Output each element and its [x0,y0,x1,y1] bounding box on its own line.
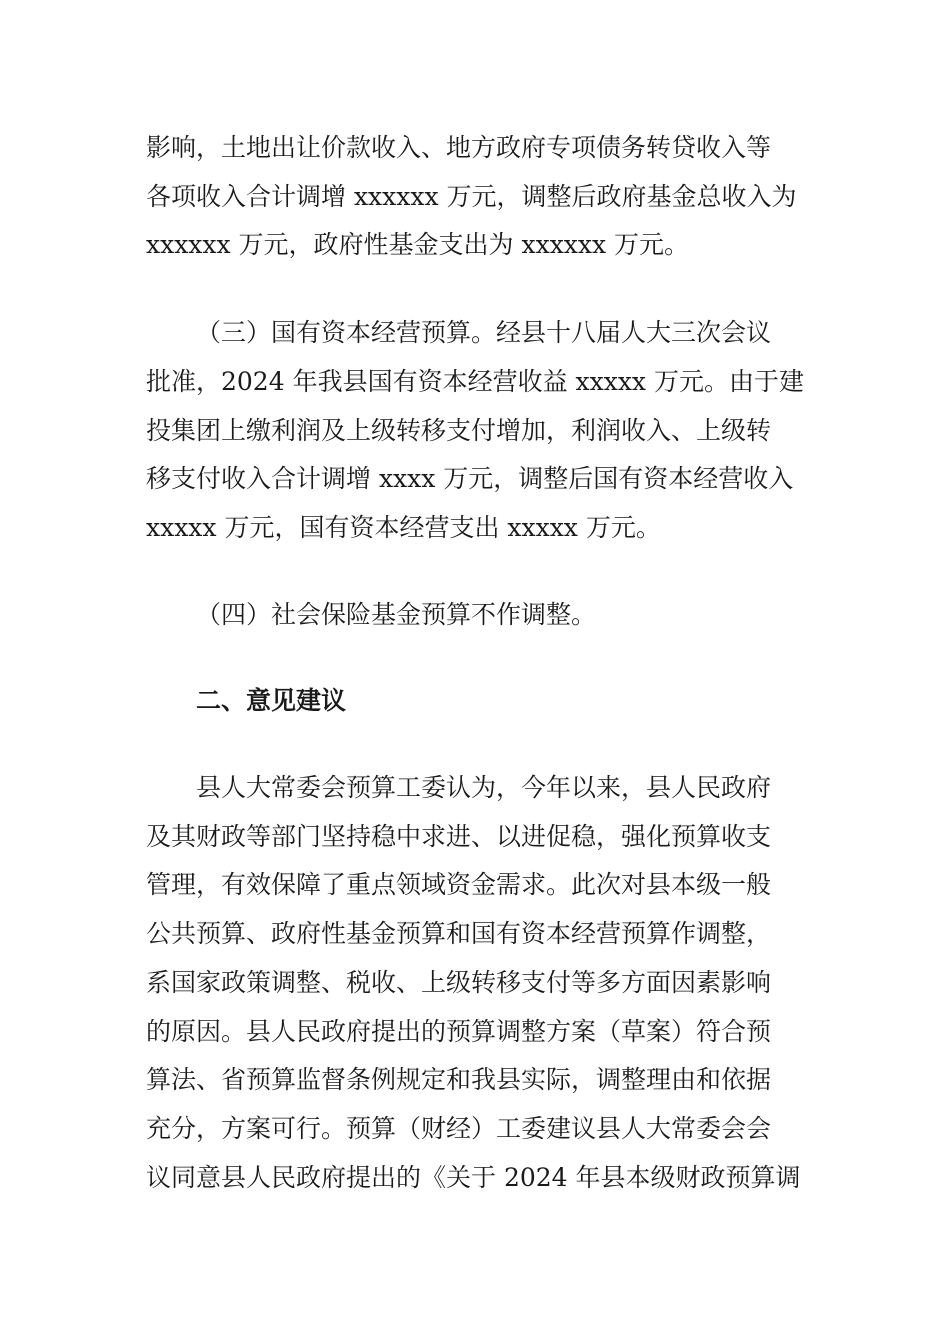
text-line: xxxxxx 万元，政府性基金支出为 xxxxxx 万元。 [146,230,690,260]
text-line: 公共预算、政府性基金预算和国有资本经营预算作调整， [146,919,772,949]
text-line: 批准，2024 年我县国有资本经营收益 xxxxx 万元。由于建 [146,366,804,396]
text-line: 影响，土地出让价款收入、地方政府专项债务转贷收入等 [146,133,772,162]
paragraph-social-insurance [146,591,796,640]
section-heading: 二、意见建议 [196,686,347,716]
text-line: 充分，方案可行。预算（财经）工委建议县人大常委会会 [146,1113,772,1143]
paragraph-fund-budget [146,124,796,270]
text-line: （三）国有资本经营预算。经县十八届人大三次会议 [196,318,772,348]
text-line: 算法、省预算监督条例规定和我县实际，调整理由和依据 [146,1065,772,1095]
text-line: 管理，有效保障了重点领域资金需求。此次对县本级一般 [146,870,772,900]
text-line: xxxxx 万元，国有资本经营支出 xxxxx 万元。 [146,512,661,542]
text-line: 县人大常委会预算工委认为，今年以来，县人民政府 [196,773,772,803]
text-line: 的原因。县人民政府提出的预算调整方案（草案）符合预 [146,1016,772,1046]
text-line: 各项收入合计调增 xxxxxx 万元，调整后政府基金总收入为 [146,181,797,211]
paragraph-opinions [146,764,801,1202]
text-line: 系国家政策调整、税收、上级转移支付等多方面因素影响 [146,967,772,997]
text-line: 及其财政等部门坚持稳中求进、以进促稳，强化预算收支 [146,821,772,851]
text-line: 移支付收入合计调增 xxxx 万元，调整后国有资本经营收入 [146,464,794,494]
text-line: 投集团上缴利润及上级转移支付增加，利润收入、上级转 [146,415,772,445]
paragraph-state-capital-budget [146,309,804,553]
text-line: （四）社会保险基金预算不作调整。 [196,599,597,629]
document-body [146,124,804,1202]
text-line: 议同意县人民政府提出的《关于 2024 年县本级财政预算调 [146,1162,801,1192]
